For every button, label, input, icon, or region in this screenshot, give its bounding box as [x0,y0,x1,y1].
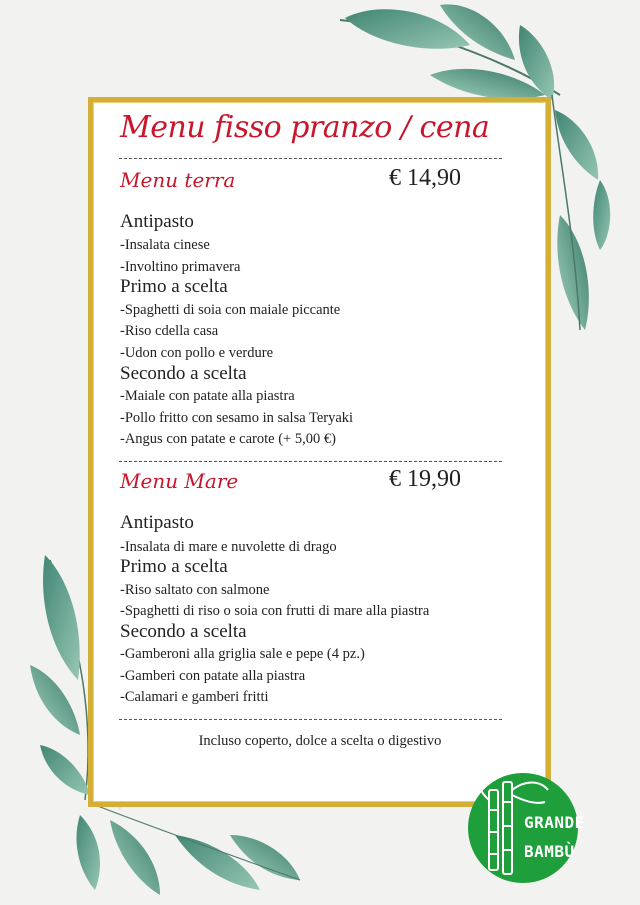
section-heading: Secondo a scelta [120,621,247,642]
price-mare: € 19,90 [389,466,461,492]
menu-name-mare: Menu Mare [120,469,239,493]
menu-item: -Involtino primavera [120,259,241,275]
menu-item: -Maiale con patate alla piastra [120,388,295,404]
footer-note: Incluso coperto, dolce a scelta o digestivo [198,733,442,749]
menu-item: -Insalata di mare e nuvolette di drago [120,539,337,555]
menu-item: -Gamberi con patate alla piastra [120,668,306,684]
menu-item: -Insalata cinese [120,237,210,253]
section-heading: Primo a scelta [120,556,228,577]
menu-item: -Udon con pollo e verdure [120,345,274,361]
menu-item: -Angus con patate e carote (+ 5,00 €) [120,431,336,447]
section-heading: Antipasto [120,211,194,232]
logo-text-bambu: BAMBÙ [524,842,575,861]
menu-item: -Calamari e gamberi fritti [120,689,269,705]
menu-item: -Gamberoni alla griglia sale e pepe (4 pz.) [120,646,365,662]
menu-item: -Riso saltato con salmone [120,582,270,598]
section-heading: Primo a scelta [120,276,228,297]
menu-item: -Spaghetti di soia con maiale piccante [120,302,341,318]
logo-text-grande: GRANDE [524,813,585,832]
menu-title: Menu fisso pranzo / cena [120,110,490,145]
menu-name-terra: Menu terra [120,168,236,192]
menu-item: -Riso cdella casa [120,323,219,339]
menu-item: -Pollo fritto con sesamo in salsa Teryaki [120,410,354,426]
menu-item: -Spaghetti di riso o soia con frutti di mare alla piastra [120,603,430,619]
section-heading: Secondo a scelta [120,363,247,384]
section-heading: Antipasto [120,512,194,533]
price-terra: € 14,90 [389,165,461,191]
